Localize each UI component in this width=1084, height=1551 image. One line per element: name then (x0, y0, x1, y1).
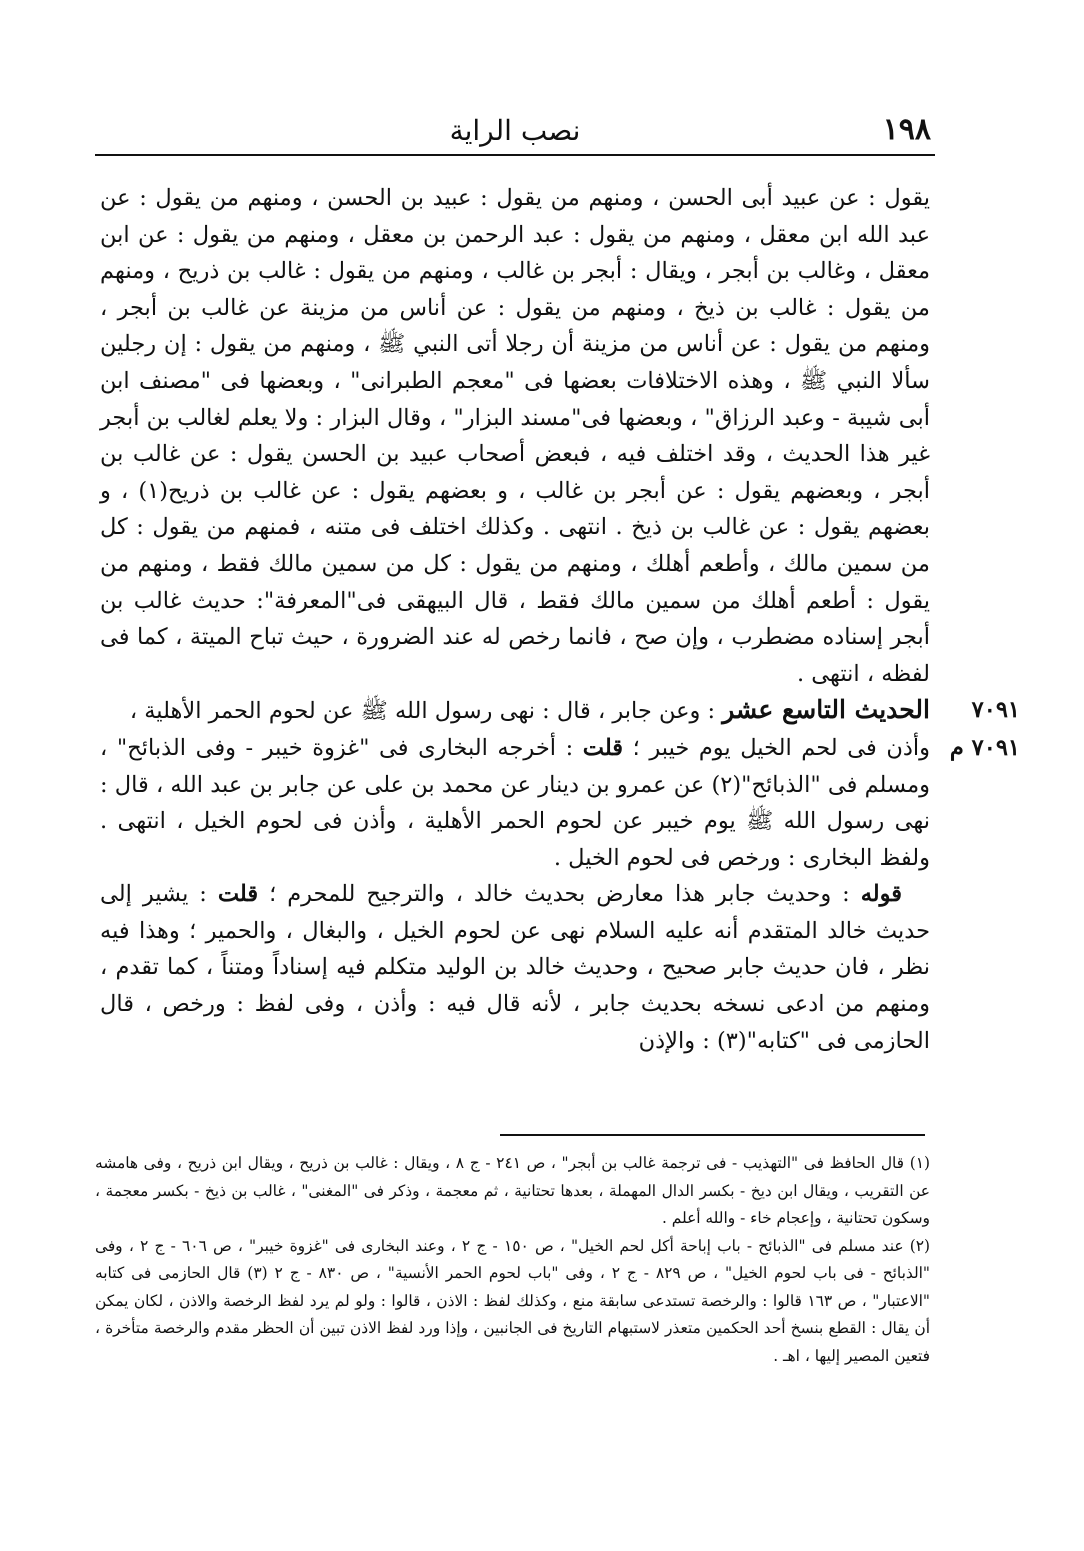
hadith-number-2: ٧٠٩١ م (949, 734, 1020, 761)
hadith-number: ٧٠٩١ (971, 697, 1020, 724)
footnotes (95, 1150, 930, 1370)
paragraph-2 (100, 730, 1020, 876)
footnote-1: (١) قال الحافظ فى "التهذيب - فى ترجمة غالب بن أبجر" ، ص ٢٤١ - ج ٨ ، ويقال : غالب بن ذريح ، ويقال ابن ذريح ، وفى هامشه عن التقريب ، ويقال ابن ديخ - بكسر الدال المهملة ، بعدها تحتانية ، ثم معجمة ، وذكر فى "المغنى" ، غالب بن ذيخ - بكسر معجمة ، وسكون تحتانية ، وإعجام خاء - والله أعلم . (95, 1154, 930, 1227)
qultu-label-2: قلت (217, 881, 259, 908)
paragraph-1: يقول : عن عبيد أبى الحسن ، ومنهم من يقول : عبيد بن الحسن ، ومنهم من يقول : عن عبد الله ابن معقل ، ومنهم من يقول : عبد الرحمن بن معقل ، ومنهم من يقول : عن ابن معقل ، وغالب بن أبجر ، ويقال : أبجر بن غالب ، ومنهم من يقول : غالب بن ذريح ، ومنهم من يقول : غالب بن ذيخ ، ومنهم من يقول : عن أناس من مزينة عن غالب بن أبجر ، ومنهم من يقول : عن أناس من مزينة أن رجلا أتى النبي ﷺ ، ومنهم من يقول : إن رجلين سألا النبي ﷺ ، وهذه الاختلافات بعضها فى "معجم الطبرانى" ، وبعضها فى "مصنف ابن أبى شيبة - وعبد الرزاق" ، وبعضها فى"مسند البزار" ، وقال البزار : ولا يعلم لغالب بن أبجر غير هذا الحديث ، وقد اختلف فيه ، فبعض أصحاب عبيد بن الحسن يقول : عن غالب بن أبجر ، وبعضهم يقول : عن أبجر بن غالب ، و بعضهم يقول : عن غالب بن ذريح(١) ، و بعضهم يقول : عن غالب بن ذيخ . انتهى . وكذلك اختلف فى متنه ، فمنهم من يقول : كل من سمين مالك ، وأطعم أهلك ، ومنهم من يقول : كل من سمين مالك فقط ، ومنهم من يقول : أطعم أهلك من سمين مالك فقط ، قال البيهقى فى"المعرفة": حديث غالب بن أبجر إسناده مضطرب ، وإن صح ، فانما رخص له عند الضرورة ، حيث تباح الميتة ، كما فى لفظه ، انتهى . (100, 185, 930, 687)
paragraph-2-start: وأذن فى لحم الخيل يوم خيبر ؛ (623, 734, 930, 761)
main-text (100, 180, 1020, 1059)
footnote-divider (500, 1134, 925, 1136)
page-header (95, 110, 935, 156)
hadith-text: : وعن جابر ، قال : نهى رسول الله ﷺ عن لحوم الحمر الأهلية ، (129, 698, 723, 725)
qultu-label: قلت (582, 734, 624, 761)
paragraph-3-rest: : يشير إلى حديث خالد المتقدم أنه عليه السلام نهى عن لحوم الخيل ، والبغال ، والحمير ؛ وهذا فيه نظر ، فان حديث جابر صحيح ، وحديث خالد بن الوليد متكلم فيه إسناداً ومتناً ، كما تقدم ، ومنهم من ادعى نسخه بحديث جابر ، لأنه قال فيه : وأذن ، وفى لفظ : ورخص ، قال الحازمى فى "كتابه"(٣) : والإذن (100, 881, 930, 1054)
footnote-2: (٢) عند مسلم فى "الذبائح - باب إباحة أكل لحم الخيل" ، ص ١٥٠ - ج ٢ ، وعند البخارى فى "غزوة خيبر" ، ص ٦٠٦ - ج ٢ ، وفى "الذبائح - فى باب لحوم الخيل" ، ص ٨٢٩ - ج ٢ ، وفى "باب لحوم الحمر الأنسية" ، ص ٨٣٠ - ج ٢ (٣) قال الحازمى فى كتابه "الاعتبار" ، ص ١٦٣ قالوا : والرخصة تستدعى سابقة منع ، وكذلك لفظ : الاذن ، قالوا : ولو لم يرد لفظ الرخصة والاذن ، لكان يمكن أن يقال : القطع بنسخ أحد الحكمين متعذر لاستبهام التاريخ فى الجانبين ، وإذا ورد لفظ الاذن تبين أن الحظر مقدم والرخصة متأخرة ، فتعين المصير إليها ، اهـ . (95, 1236, 931, 1365)
hadith-title: الحديث التاسع عشر (722, 695, 930, 725)
hadith-heading-line (100, 692, 1020, 730)
page-number: ١٩٨ (882, 112, 931, 147)
qawluhu-label: قوله (860, 881, 903, 908)
running-title: نصب الراية (449, 114, 581, 147)
paragraph-2-rest: : أخرجه البخارى فى "غزوة خيبر - وفى الذبائح" ، ومسلم فى "الذبائح"(٢) عن عمرو بن دينار عن محمد بن على عن جابر بن عبد الله ، قال : نهى رسول الله ﷺ يوم خيبر عن لحوم الحمر الأهلية ، وأذن فى لحوم الخيل ، انتهى . ولفظ البخارى : ورخص فى لحوم الخيل . (100, 734, 931, 871)
paragraph-3 (100, 876, 930, 1059)
paragraph-3-start: : وحديث جابر هذا معارض بحديث خالد ، والترجيح للمحرم ؛ (258, 881, 861, 908)
